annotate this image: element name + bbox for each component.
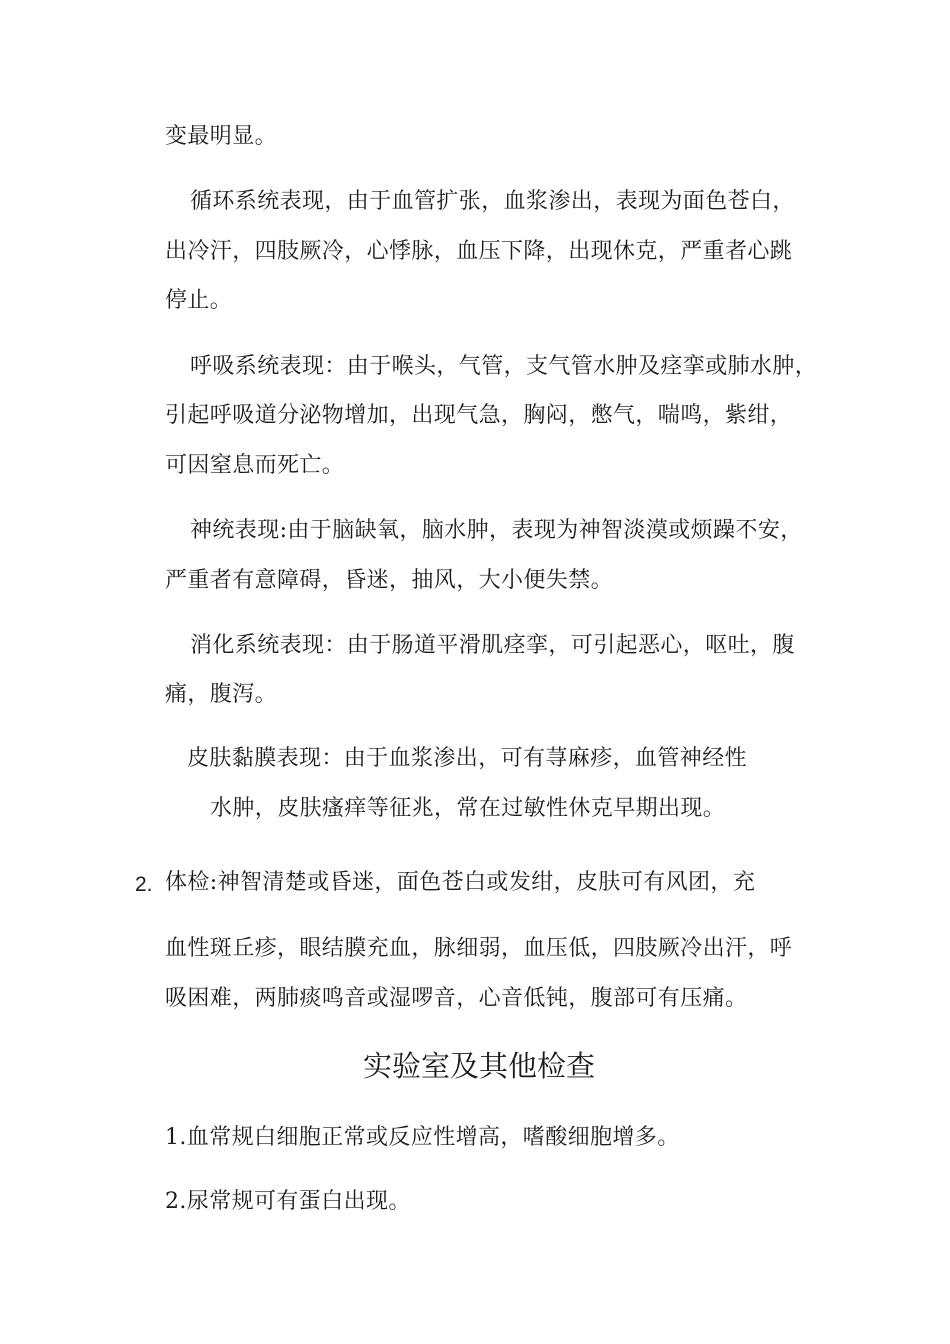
paragraph-line: 消化系统表现：由于肠道平滑肌痉挛，可引起恶心，呕吐，腹 bbox=[190, 633, 795, 658]
paragraph-line: 变最明显。 bbox=[165, 124, 278, 149]
paragraph-line: 严重者有意障碍，昏迷，抽风，大小便失禁。 bbox=[165, 568, 614, 593]
list-item-line: 体检:神智清楚或昏迷，面色苍白或发绀，皮肤可有风团，充 bbox=[165, 870, 756, 895]
paragraph-line: 神统表现:由于脑缺氧，脑水肿，表现为神智淡漠或烦躁不安， bbox=[190, 518, 803, 543]
lab-item: 1.血常规白细胞正常或反应性增高，嗜酸细胞增多。 bbox=[165, 1125, 680, 1150]
paragraph-line: 出冷汗，四肢厥冷，心悸脉，血压下降，出现休克，严重者心跳 bbox=[165, 239, 793, 264]
paragraph-line: 皮肤黏膜表现：由于血浆渗出，可有荨麻疹，血管神经性 bbox=[187, 746, 748, 771]
paragraph-line: 水肿，皮肤瘙痒等征兆，常在过敏性休克早期出现。 bbox=[210, 796, 726, 821]
paragraph-line: 循环系统表现，由于血管扩张，血浆渗出，表现为面色苍白， bbox=[190, 189, 795, 214]
list-item-line: 吸困难，两肺痰鸣音或湿啰音，心音低钝，腹部可有压痛。 bbox=[165, 986, 748, 1011]
list-number: 2. bbox=[135, 873, 153, 896]
paragraph-line: 痛，腹泻。 bbox=[165, 682, 278, 707]
paragraph-line: 可因窒息而死亡。 bbox=[165, 453, 345, 478]
paragraph-line: 呼吸系统表现：由于喉头，气管，支气管水肿及痉挛或肺水肿， bbox=[190, 354, 818, 379]
paragraph-line: 停止。 bbox=[165, 288, 233, 313]
paragraph-line: 引起呼吸道分泌物增加，出现气急，胸闷，憋气，喘鸣，紫绀， bbox=[165, 403, 793, 428]
list-item-line: 血性斑丘疹，眼结膜充血，脉细弱，血压低，四肢厥冷出汗，呼 bbox=[165, 936, 793, 961]
lab-item: 2.尿常规可有蛋白出现。 bbox=[165, 1189, 411, 1214]
section-heading: 实验室及其他检查 bbox=[362, 1049, 595, 1083]
